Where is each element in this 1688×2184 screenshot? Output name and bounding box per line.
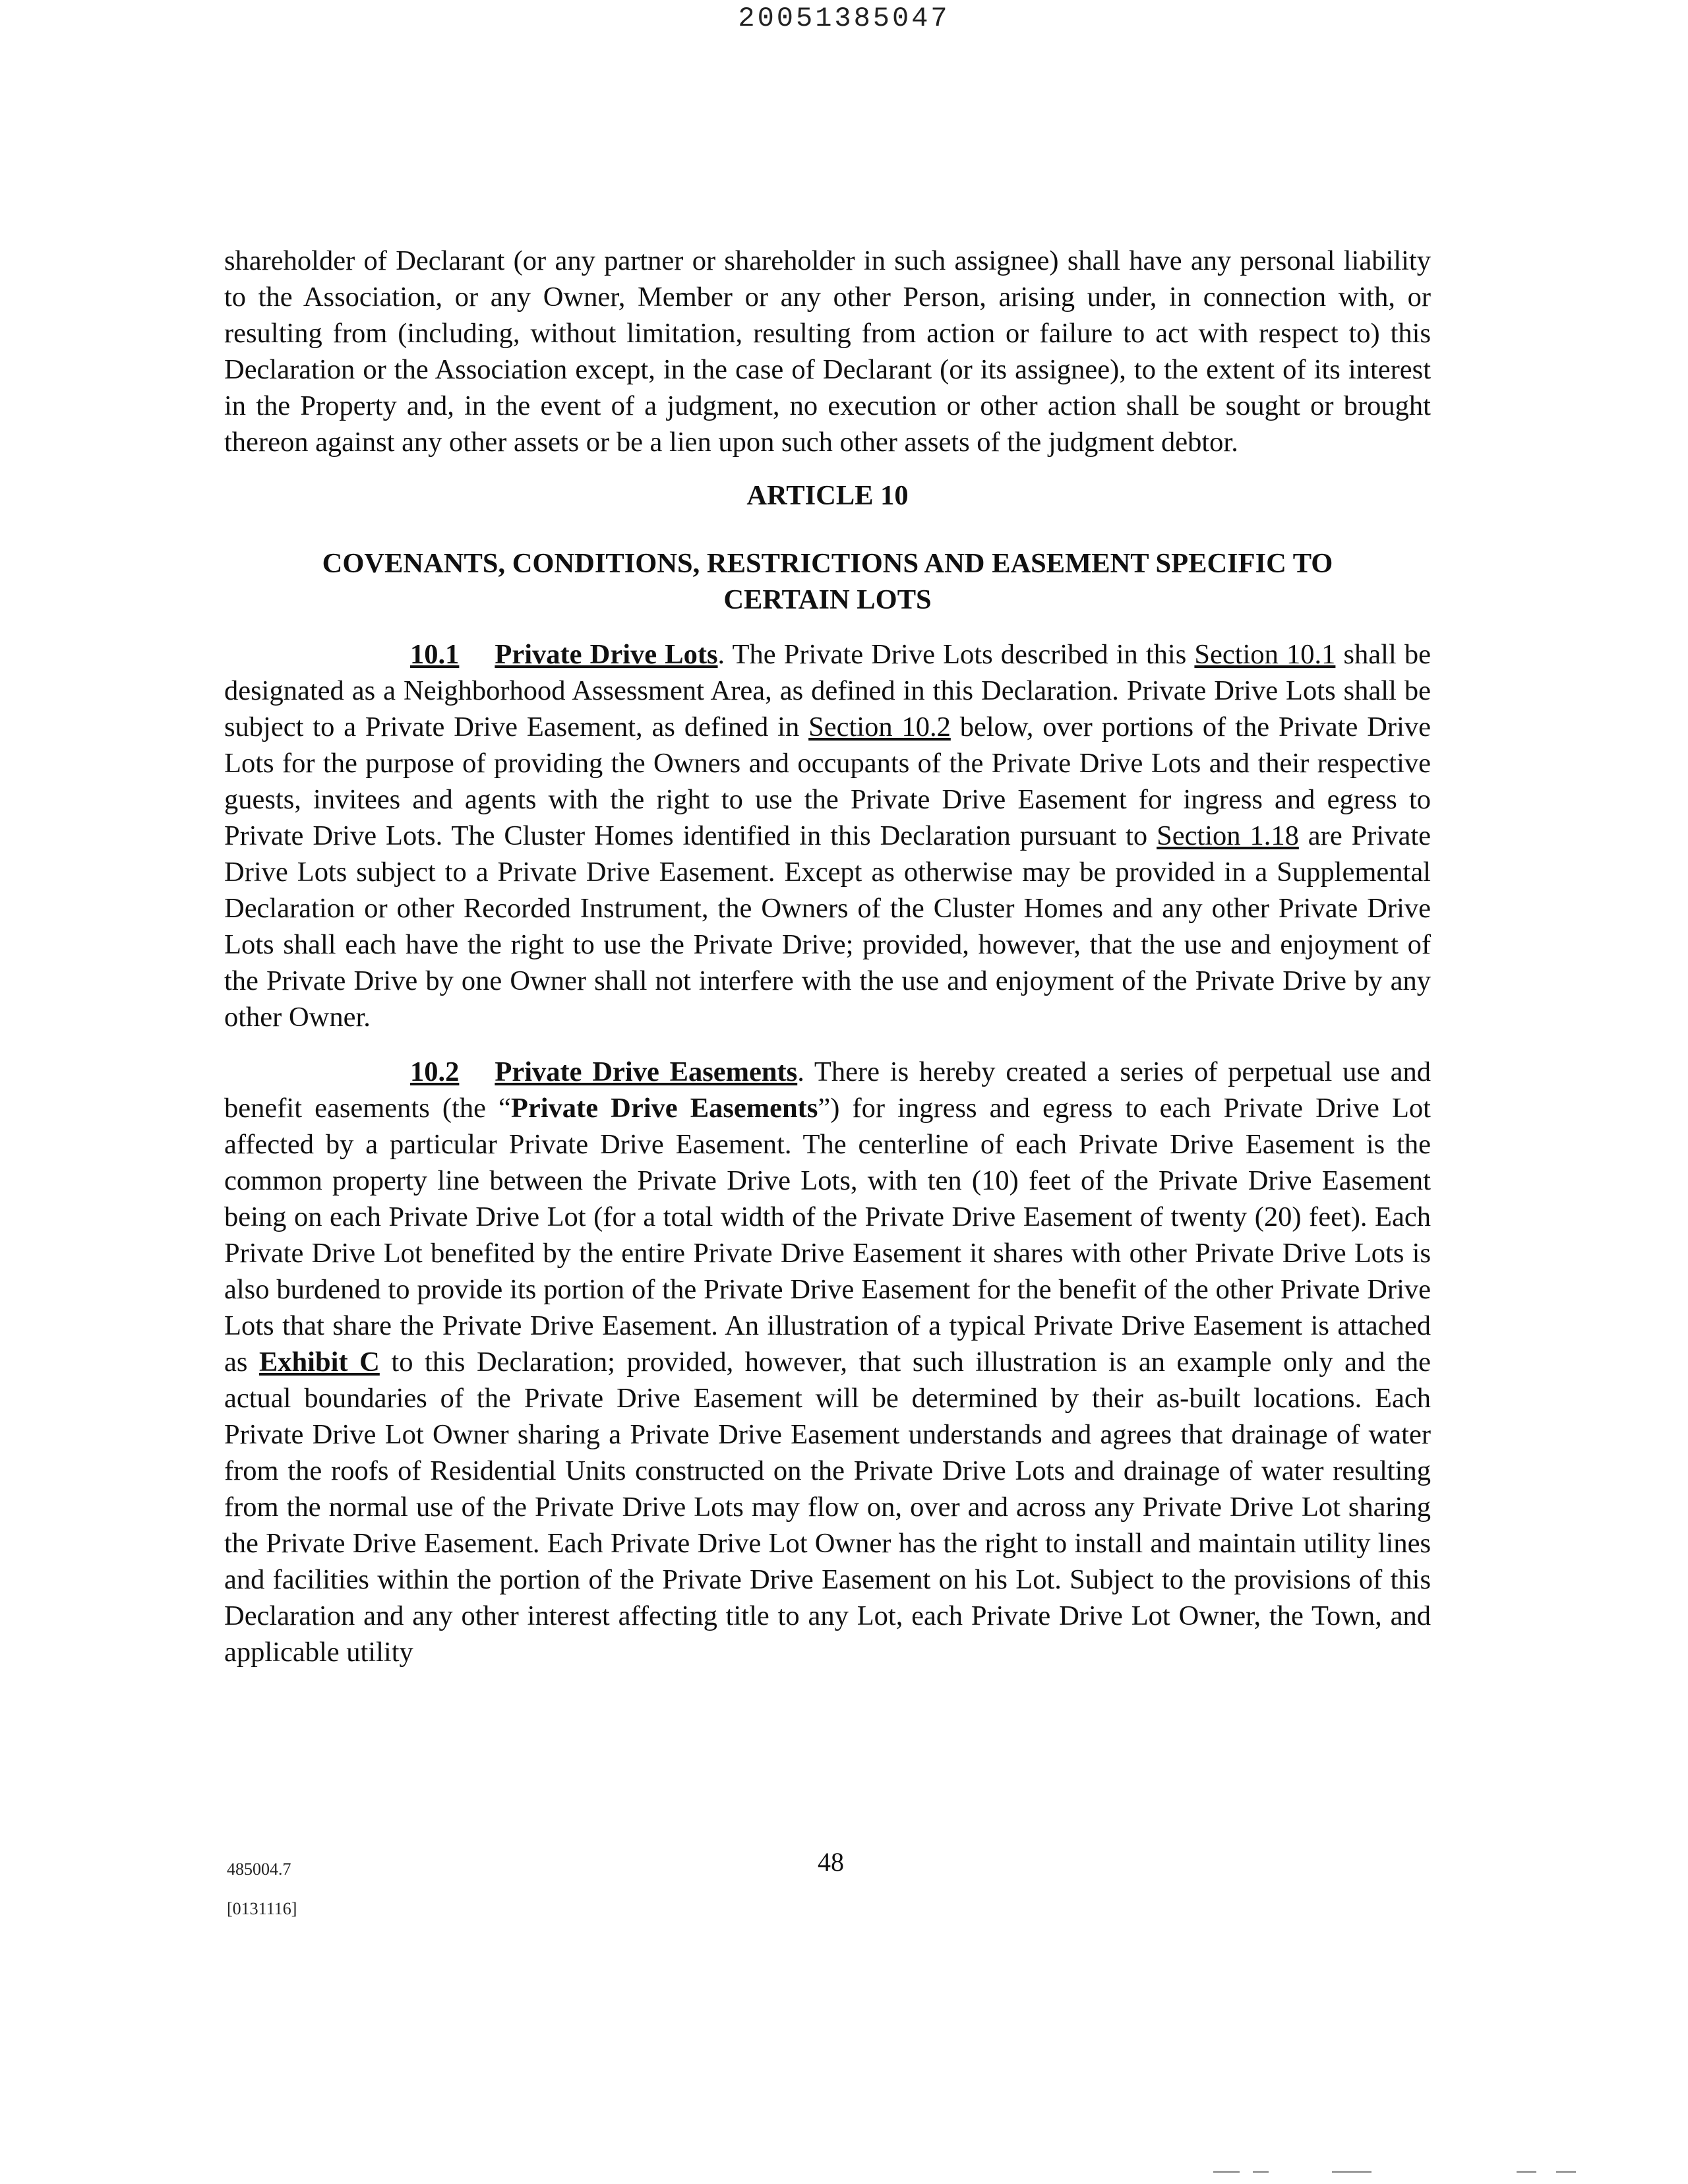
section-reference: Section 10.2 — [808, 712, 951, 743]
scan-artifact — [1213, 2171, 1240, 2173]
footer-client-number: [0131116] — [227, 1899, 297, 1918]
scan-artifact — [1556, 2171, 1576, 2173]
scan-artifact — [1253, 2171, 1269, 2173]
section-10-1-text-c: below, over portions of the Private Drive Lots for the purpose of providing the Owners and occupants of the Private Drive Lots and their respective guests, invitees and agents with the right to use the Private Drive Easement for ingress and egress to Private Drive Lots. The Cluster Homes identified in this Declaration pursuant to — [224, 712, 1431, 851]
footer-doc-number: 485004.7 — [227, 1860, 291, 1879]
scan-artifact — [1517, 2171, 1536, 2173]
section-10-2-text-b: ”) for ingress and egress to each Private Drive Lot affected by a particular Private Drive Easement. The centerline of each Private Drive Easement is the common property line between the Private Drive Lots, with ten (10) feet of the Private Drive Easement being on each Private Drive Lot (for a total width of the Private Drive Easement of twenty (20) feet). Each Private Drive Lot benefited by the entire Private Drive Easement it shares with other Private Drive Lots is also burdened to provide its portion of the Private Drive Easement for the benefit of the other Private Drive Lots that share the Private Drive Easement. An illustration of a typical Private Drive Easement is attached as — [224, 1093, 1431, 1378]
recording-number: 20051385047 — [738, 3, 950, 34]
section-10-1-text-d: are Private Drive Lots subject to a Private Drive Easement. Except as otherwise may be provided in a Supplemental Declaration or other Recorded Instrument, the Owners of the Cluster Homes and any other Private Drive Lots shall each have the right to use the Private Drive; provided, however, that the use and enjoyment of the Private Drive by one Owner shall not interfere with the use and enjoyment of the Private Drive by any other Owner. — [224, 820, 1432, 1033]
scan-artifact — [1332, 2171, 1372, 2173]
article-subtitle-line-2: CERTAIN LOTS — [723, 584, 932, 615]
section-reference: Section 1.18 — [1157, 820, 1299, 851]
section-10-1-text-a: . The Private Drive Lots described in this — [717, 639, 1195, 670]
article-title: ARTICLE 10 — [746, 480, 909, 511]
section-10-1-number: 10.1 — [410, 639, 460, 670]
exhibit-reference: Exhibit C — [258, 1347, 380, 1378]
section-10-2-number: 10.2 — [410, 1056, 460, 1087]
section-10-2-text-c: to this Declaration; provided, however, that such illustration is an example only and the actual boundaries of the Private Drive Easement will be determined by their as-built locations. Each Private Drive Lot Owner sharing a Private Drive Easement understands and agrees that drainage of water from the roofs of Residential Units constructed on the Private Drive Lots and drainage of water resulting from the normal use of the Private Drive Lots may flow on, over and across any Private Drive Lot sharing the Private Drive Easement. Each Private Drive Lot Owner has the right to install and maintain utility lines and facilities within the portion of the Private Drive Easement on his Lot. Subject to the provisions of this Declaration and any other interest affecting title to any Lot, each Private Drive Lot Owner, the Town, and applicable utility — [224, 1347, 1431, 1668]
page-number: 48 — [818, 1847, 844, 1877]
section-10-1-text-b: shall be designated as a Neighborhood Assessment Area, as defined in this Declaration. Private Drive Lots shall be subject to a Private Drive Easement, as defined in — [224, 639, 1432, 743]
defined-term: Private Drive Easements — [510, 1093, 818, 1124]
article-subtitle — [224, 545, 1431, 618]
section-reference: Section 10.1 — [1194, 639, 1336, 670]
section-10-2 — [224, 1054, 1431, 1670]
section-10-1 — [224, 636, 1431, 1035]
page-body — [224, 243, 1431, 1670]
section-10-2-text-a: . There is hereby created a series of perpetual use and benefit easements (the “ — [224, 1056, 1431, 1124]
section-10-2-title: Private Drive Easements — [495, 1056, 798, 1087]
continued-paragraph: shareholder of Declarant (or any partner or shareholder in such assignee) shall have any personal liability to the Association, or any Owner, Member or any other Person, arising under, in connection with, or resulting from (including, without limitation, resulting from action or failure to act with respect to) this Declaration or the Association except, in the case of Declarant (or its assignee), to the extent of its interest in the Property and, in the event of a judgment, no execution or other action shall be sought or brought thereon against any other assets or be a lien upon such other assets of the judgment debtor. — [224, 245, 1431, 458]
article-subtitle-line-1: COVENANTS, CONDITIONS, RESTRICTIONS AND EASEMENT SPECIFIC TO — [322, 548, 1333, 579]
section-10-1-title: Private Drive Lots — [495, 639, 718, 670]
